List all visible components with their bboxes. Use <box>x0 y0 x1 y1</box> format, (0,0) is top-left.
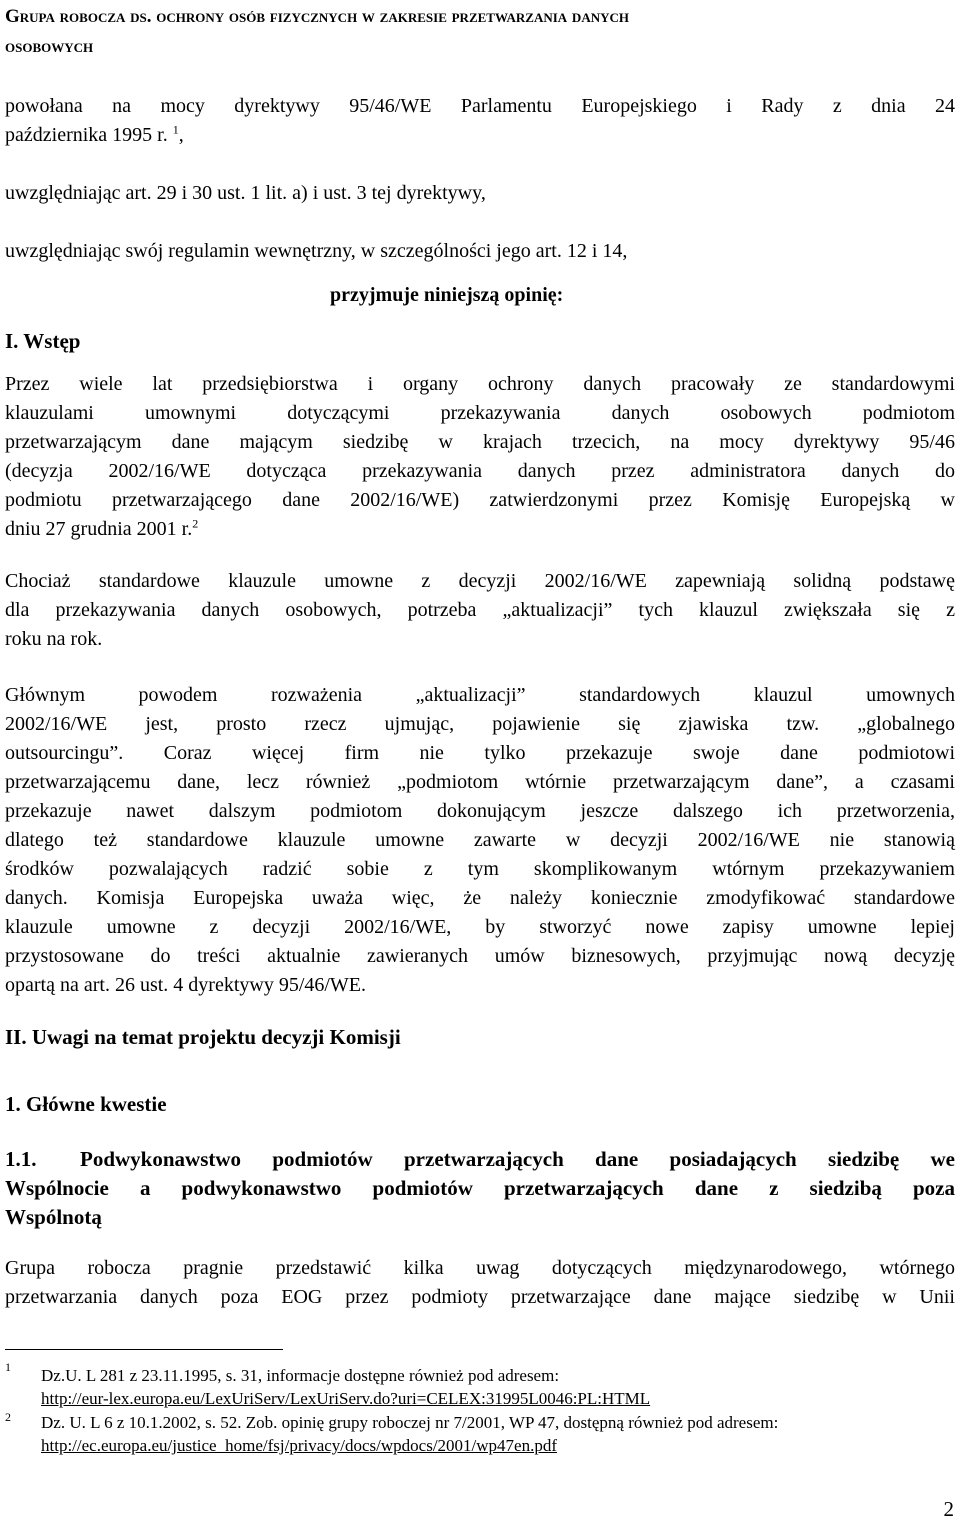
preamble-line2 <box>5 121 184 150</box>
text-line-last <box>5 515 198 544</box>
text-line-last: roku na rok. <box>5 628 103 650</box>
text-line: danych. Komisja Europejska uważa więc, że należy koniecznie zmodyfikować standardowe <box>5 887 955 909</box>
text-line-last: opartą na art. 26 ust. 4 dyrektywy 95/46/WE. <box>5 974 367 996</box>
preamble-considering-rules: uwzględniając swój regulamin wewnętrzny, w szczególności jego art. 12 i 14, <box>5 240 628 262</box>
preamble-comma: , <box>178 124 184 146</box>
footnote-number: 2 <box>5 1410 11 1424</box>
text-line: dlatego też standardowe klauzule umowne zawarte w decyzji 2002/16/WE nie stanowią <box>5 829 955 851</box>
footnote-ref-1[interactable]: 1 <box>172 122 179 137</box>
text-line: klauzule umowne z decyzji 2002/16/WE, by stworzyć nowe zapisy umowne lepiej <box>5 916 955 938</box>
text-line: przetwarzania danych poza EOG przez podmioty przetwarzające dane mające siedzibę w Unii <box>5 1286 955 1308</box>
document-title-line2: osobowych <box>5 36 94 57</box>
subsection-title-line2: Wspólnocie a podwykonawstwo podmiotów przetwarzających dane z siedzibą poza <box>5 1176 955 1200</box>
text-line: przetwarzającemu dane, lecz również „podmiotom wtórnie przetwarzającym dane”, a czasami <box>5 771 955 793</box>
text-line: środków pozwalających radzić sobie z tym skomplikowanym wtórnym przekazywaniem <box>5 858 955 880</box>
text-line: Chociaż standardowe klauzule umowne z decyzji 2002/16/WE zapewniają solidną podstawę <box>5 570 955 592</box>
text-line: (decyzja 2002/16/WE dotycząca przekazywania danych przez administratora danych do <box>5 460 955 482</box>
section-2-heading: II. Uwagi na temat projektu decyzji Komisji <box>5 1025 401 1049</box>
page-number: 2 <box>943 1497 954 1521</box>
footnote-number: 1 <box>5 1360 11 1374</box>
preamble-considering-articles: uwzględniając art. 29 i 30 ust. 1 lit. a) i ust. 3 tej dyrektywy, <box>5 182 486 204</box>
preamble-line1: powołana na mocy dyrektywy 95/46/WE Parlamentu Europejskiego i Rady z dnia 24 <box>5 95 955 117</box>
text-line: Grupa robocza pragnie przedstawić kilka uwag dotyczących międzynarodowego, wtórnego <box>5 1257 955 1279</box>
text-line: Głównym powodem rozważenia „aktualizacji” standardowych klauzul umownych <box>5 684 955 706</box>
subsection-1-heading: 1. Główne kwestie <box>5 1092 167 1116</box>
preamble-date: października 1995 r. <box>5 124 168 146</box>
footnote-ref-2[interactable]: 2 <box>192 516 199 531</box>
text-line: Przez wiele lat przedsiębiorstwa i organy ochrony danych pracowały ze standardowymi <box>5 373 955 395</box>
document-title-line1: Grupa robocza ds. ochrony osób fizycznych w zakresie przetwarzania danych <box>5 6 629 27</box>
subsection-title-line1: Podwykonawstwo podmiotów przetwarzających dane posiadających siedzibę we <box>80 1147 955 1171</box>
footnote-separator <box>5 1349 283 1350</box>
footnote-link[interactable]: http://ec.europa.eu/justice_home/fsj/privacy/docs/wpdocs/2001/wp47en.pdf <box>41 1436 558 1455</box>
text-line: 2002/16/WE jest, prosto rzecz ujmując, pojawienie się zjawiska tzw. „globalnego <box>5 713 955 735</box>
footnote-text: Dz.U. L 281 z 23.11.1995, s. 31, informacje dostępne również pod adresem: <box>41 1366 560 1385</box>
text-line: przystosowane do treści aktualnie zawieranych umów biznesowych, przyjmując nową decyzję <box>5 945 955 967</box>
section-1-heading: I. Wstęp <box>5 329 81 353</box>
text-line: podmiotu przetwarzającego dane 2002/16/WE) zatwierdzonymi przez Komisję Europejską w <box>5 489 955 511</box>
document-title <box>5 2 955 62</box>
footnote-link[interactable]: http://eur-lex.europa.eu/LexUriServ/LexUriServ.do?uri=CELEX:31995L0046:PL:HTML <box>41 1389 651 1408</box>
text-line-last-text: dniu 27 grudnia 2001 r. <box>5 518 193 540</box>
text-line: przekazuje nawet dalszym podmiotom dokonującym jeszcze dalszego ich przetworzenia, <box>5 800 955 822</box>
text-line: dla przekazywania danych osobowych, potrzeba „aktualizacji” tych klauzul zwiększała się z <box>5 599 955 621</box>
subsection-title-line3: Wspólnotą <box>5 1205 102 1229</box>
text-line: przetwarzającym dane mającym siedzibę w krajach trzecich, na mocy dyrektywy 95/46 <box>5 431 955 453</box>
text-line: outsourcingu”. Coraz więcej firm nie tylko przekazuje swoje dane podmiotowi <box>5 742 955 764</box>
footnote-text: Dz. U. L 6 z 10.1.2002, s. 52. Zob. opinię grupy roboczej nr 7/2001, WP 47, dostępną również pod adresem: <box>41 1413 779 1432</box>
adopts-opinion: przyjmuje niniejszą opinię: <box>330 284 564 306</box>
subsection-number: 1.1. <box>5 1147 37 1171</box>
text-line: klauzulami umownymi dotyczącymi przekazywania danych osobowych podmiotom <box>5 402 955 424</box>
